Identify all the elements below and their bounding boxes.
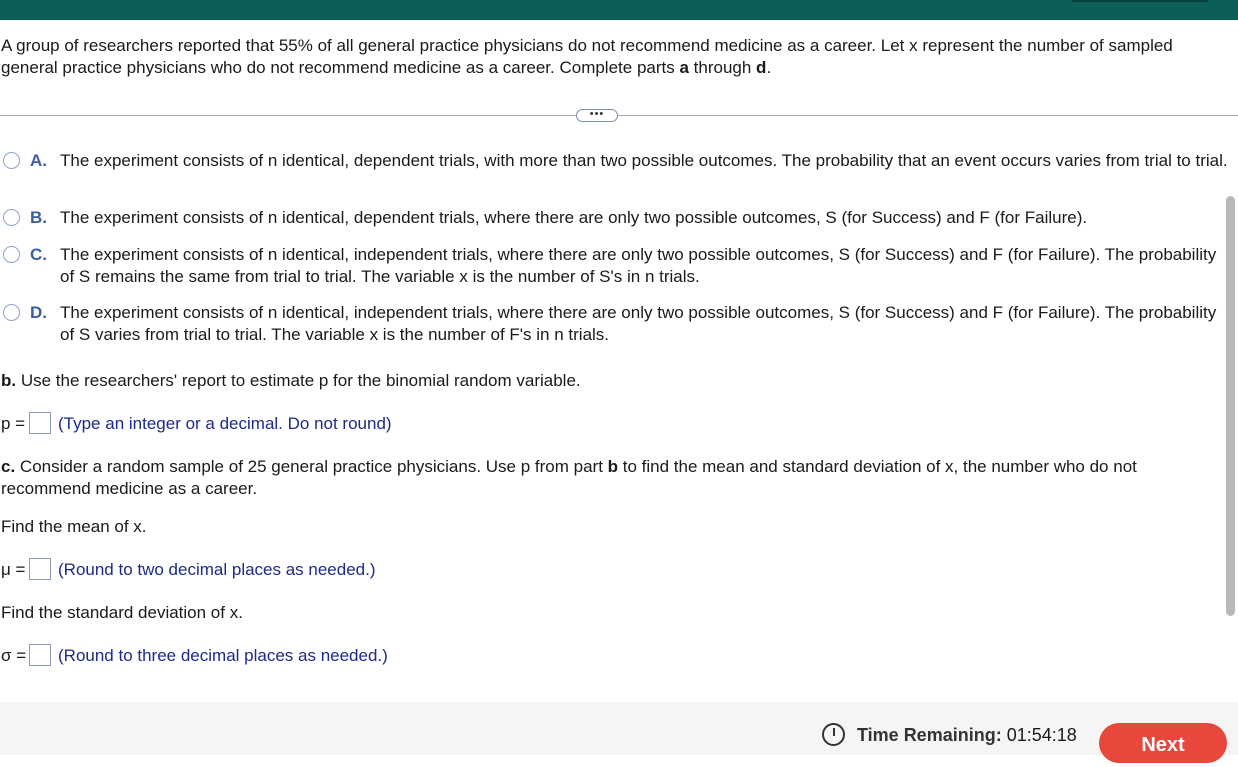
question-intro bbox=[1, 35, 1226, 78]
sd-prompt: Find the standard deviation of x. bbox=[1, 603, 243, 622]
intro-part-d: d bbox=[756, 57, 767, 77]
option-c-letter: C. bbox=[30, 245, 47, 264]
time-remaining-label: Time Remaining: bbox=[857, 725, 1002, 745]
top-bar-tab bbox=[1072, 0, 1208, 2]
mean-prompt: Find the mean of x. bbox=[1, 517, 147, 536]
next-button[interactable]: Next bbox=[1099, 723, 1227, 763]
time-remaining-value: 01:54:18 bbox=[1006, 725, 1077, 745]
ellipsis-icon: ••• bbox=[589, 108, 605, 120]
option-c-radio[interactable] bbox=[3, 246, 20, 263]
option-d-letter: D. bbox=[30, 303, 47, 322]
section-divider bbox=[0, 115, 1238, 116]
top-bar bbox=[0, 0, 1238, 20]
option-b-text: The experiment consists of n identical, dependent trials, where there are only two possible outcomes, S (for Success) and F (for Failure). bbox=[60, 208, 1088, 227]
p-label: p = bbox=[1, 414, 26, 433]
option-d-radio[interactable] bbox=[3, 304, 20, 321]
mean-label: μ = bbox=[1, 560, 26, 579]
expand-more-button[interactable] bbox=[576, 109, 618, 122]
option-a-letter: A. bbox=[30, 151, 47, 170]
sd-hint: (Round to three decimal places as needed.) bbox=[58, 646, 388, 665]
p-answer-input[interactable] bbox=[29, 412, 51, 434]
option-a-text: The experiment consists of n identical, dependent trials, with more than two possible outcomes. The probability that an event occurs varies from trial to trial. bbox=[60, 151, 1228, 170]
time-remaining bbox=[857, 723, 1077, 747]
mean-answer-input[interactable] bbox=[29, 558, 51, 580]
part-c-text-2: to find the mean and standard deviation of x, the number who do not recommend medicine as a career. bbox=[1, 457, 1137, 498]
intro-text-mid: through bbox=[688, 57, 757, 77]
sd-answer-input[interactable] bbox=[29, 644, 51, 666]
sd-label: σ = bbox=[1, 646, 27, 665]
part-c-text-1: Consider a random sample of 25 general practice physicians. Use p from part bbox=[15, 457, 608, 476]
option-b-letter: B. bbox=[30, 208, 47, 227]
vertical-scrollbar[interactable] bbox=[1226, 196, 1235, 616]
mean-hint: (Round to two decimal places as needed.) bbox=[58, 560, 376, 579]
part-b-label: b. bbox=[1, 371, 17, 390]
part-c-ref-b: b bbox=[607, 457, 619, 476]
option-c-text: The experiment consists of n identical, independent trials, where there are only two possible outcomes, S (for Success) and F (for Failure). The probability of S remains the same from trial to trial. The variable x is the number of S's in n trials. bbox=[60, 245, 1217, 286]
part-c-label: c. bbox=[1, 457, 16, 476]
intro-text: A group of researchers reported that 55% of all general practice physicians do not recommend medicine as a career. Let x represent the number of sampled general practice physicians who do not recommend medicine as a career. Complete parts bbox=[1, 36, 1173, 77]
part-b-prompt bbox=[1, 370, 1221, 392]
intro-text-end: . bbox=[766, 57, 772, 77]
clock-icon bbox=[822, 723, 845, 746]
option-d-text: The experiment consists of n identical, independent trials, where there are only two possible outcomes, S (for Success) and F (for Failure). The probability of S varies from trial to trial. The variable x is the number of F's in n trials. bbox=[60, 303, 1217, 344]
intro-part-a: a bbox=[679, 57, 689, 77]
option-b-radio[interactable] bbox=[3, 209, 20, 226]
p-hint: (Type an integer or a decimal. Do not round) bbox=[58, 414, 392, 433]
option-a-radio[interactable] bbox=[3, 152, 20, 169]
part-c-prompt bbox=[1, 456, 1201, 499]
part-b-text: Use the researchers' report to estimate p for the binomial random variable. bbox=[16, 371, 581, 390]
